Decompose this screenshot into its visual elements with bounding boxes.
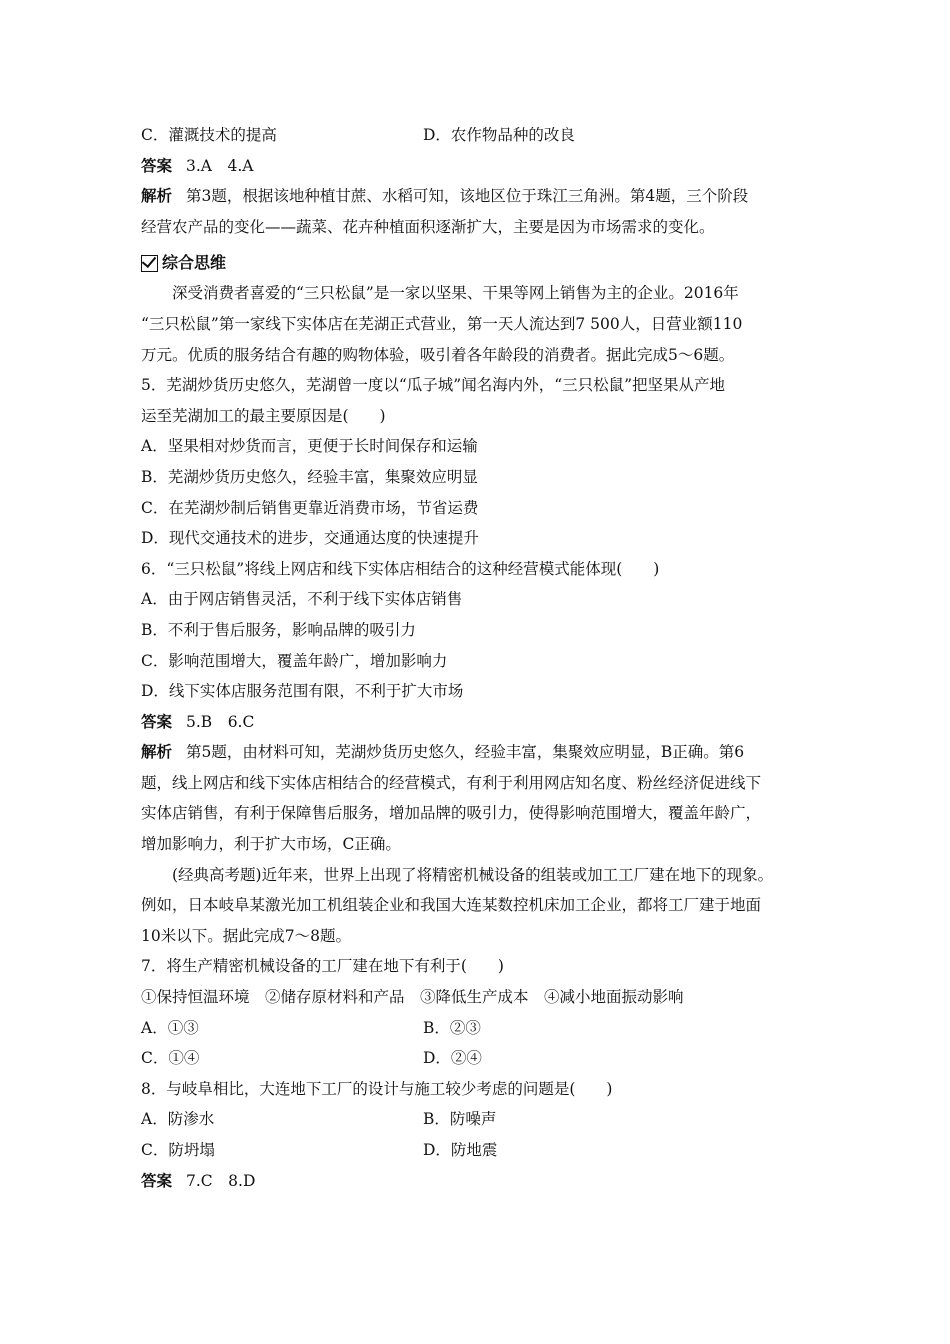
analysis-5-6-line2: 题，线上网店和线下实体店相结合的经营模式，有利于利用网店知名度、粉丝经济促进线下: [141, 773, 762, 792]
q6-option-b: B．不利于售后服务，影响品牌的吸引力: [141, 620, 416, 639]
option-c: C．灌溉技术的提高: [141, 126, 277, 144]
answer-label: 答案: [141, 712, 173, 731]
passage-1-line3: 万元。优质的服务结合有趣的购物体验，吸引着各年龄段的消费者。据此完成5～6题。: [141, 345, 735, 364]
q8-stem: 8．与岐阜相比，大连地下工厂的设计与施工较少考虑的问题是( ): [141, 1079, 613, 1098]
answer-text: 5.B 6.C: [186, 712, 255, 731]
answer-text: 3.A 4.A: [186, 156, 254, 175]
q8-option-a: A．防渗水: [141, 1110, 215, 1129]
analysis-label: 解析: [141, 187, 173, 206]
analysis-5-6-line3: 实体店销售，有利于保障售后服务，增加品牌的吸引力，使得影响范围增大，覆盖年龄广，: [141, 804, 762, 823]
checkbox-icon: [141, 255, 158, 272]
q8-options-row2: [141, 1135, 821, 1166]
answer-label: 答案: [141, 156, 173, 175]
q7-option-a: A．①③: [141, 1018, 199, 1037]
analysis-5-6-line1: 解析 第5题，由材料可知，芜湖炒货历史悠久，经验丰富，集聚效应明显，B正确。第6: [141, 743, 745, 762]
option-d: D．农作物品种的改良: [423, 126, 575, 144]
q5-option-c: C．在芜湖炒制后销售更靠近消费市场，节省运费: [141, 498, 479, 517]
q7-option-b: B．②③: [423, 1018, 481, 1037]
q5-option-d: D．现代交通技术的进步，交通通达度的快速提升: [141, 529, 479, 548]
q8-option-c: C．防坍塌: [141, 1141, 215, 1159]
q5-option-a: A．坚果相对炒货而言，更便于长时间保存和运输: [141, 437, 478, 456]
q4-options-row: [141, 120, 821, 151]
analysis-3-4-line2: 经营农产品的变化——蔬菜、花卉种植面积逐渐扩大，主要是因为市场需求的变化。: [141, 217, 715, 236]
answer-text: 7.C 8.D: [186, 1171, 256, 1190]
passage-2-line3: 10米以下。据此完成7～8题。: [141, 926, 351, 945]
q6-option-a: A．由于网店销售灵活，不利于线下实体店销售: [141, 590, 463, 609]
answer-5-6: [141, 707, 821, 738]
q8-option-d: D．防地震: [423, 1141, 498, 1159]
analysis-5-6-line4: 增加影响力，利于扩大市场，C正确。: [141, 835, 401, 854]
section-heading: [141, 248, 821, 278]
q7-stem: 7．将生产精密机械设备的工厂建在地下有利于( ): [141, 957, 504, 976]
document-page: [141, 120, 821, 1196]
q6-stem: 6．“三只松鼠”将线上网店和线下实体店相结合的这种经营模式能体现( ): [141, 559, 660, 578]
q6-option-c: C．影响范围增大，覆盖年龄广，增加影响力: [141, 651, 448, 670]
passage-2-line1: (经典高考题)近年来，世界上出现了将精密机械设备的组装或加工工厂建在地下的现象。: [172, 865, 774, 884]
q7-items: ①保持恒温环境 ②储存原材料和产品 ③降低生产成本 ④减小地面振动影响: [141, 988, 684, 1007]
q7-options-row1: [141, 1013, 821, 1044]
q7-option-d: D．②④: [423, 1049, 482, 1068]
q8-options-row1: [141, 1104, 821, 1135]
section-title: 综合思维: [162, 253, 227, 273]
passage-2-line2: 例如，日本岐阜某激光加工机组装企业和我国大连某数控机床加工企业，都将工厂建于地面: [141, 896, 762, 915]
q7-option-c: C．①④: [141, 1049, 200, 1068]
answer-label: 答案: [141, 1171, 173, 1190]
q5-stem-line1: 5．芜湖炒货历史悠久，芜湖曾一度以“瓜子城”闻名海内外，“三只松鼠”把坚果从产地: [141, 376, 726, 395]
passage-1-line2: “三只松鼠”第一家线下实体店在芜湖正式营业，第一天人流达到7 500人，日营业额110: [141, 314, 743, 333]
q8-option-b: B．防噪声: [423, 1110, 497, 1129]
answer-7-8: [141, 1166, 821, 1197]
analysis-label: 解析: [141, 743, 173, 762]
q6-option-d: D．线下实体店服务范围有限，不利于扩大市场: [141, 682, 464, 701]
passage-1-line1: 深受消费者喜爱的“三只松鼠”是一家以坚果、干果等网上销售为主的企业。2016年: [172, 284, 739, 303]
q5-option-b: B．芜湖炒货历史悠久，经验丰富，集聚效应明显: [141, 467, 478, 486]
answer-3-4: [141, 151, 821, 182]
q5-stem-line2: 运至芜湖加工的最主要原因是( ): [141, 406, 386, 425]
analysis-3-4-line1: 解析 第3题，根据该地种植甘蔗、水稻可知，该地区位于珠江三角洲。第4题，三个阶段: [141, 187, 749, 206]
q7-options-row2: [141, 1043, 821, 1074]
